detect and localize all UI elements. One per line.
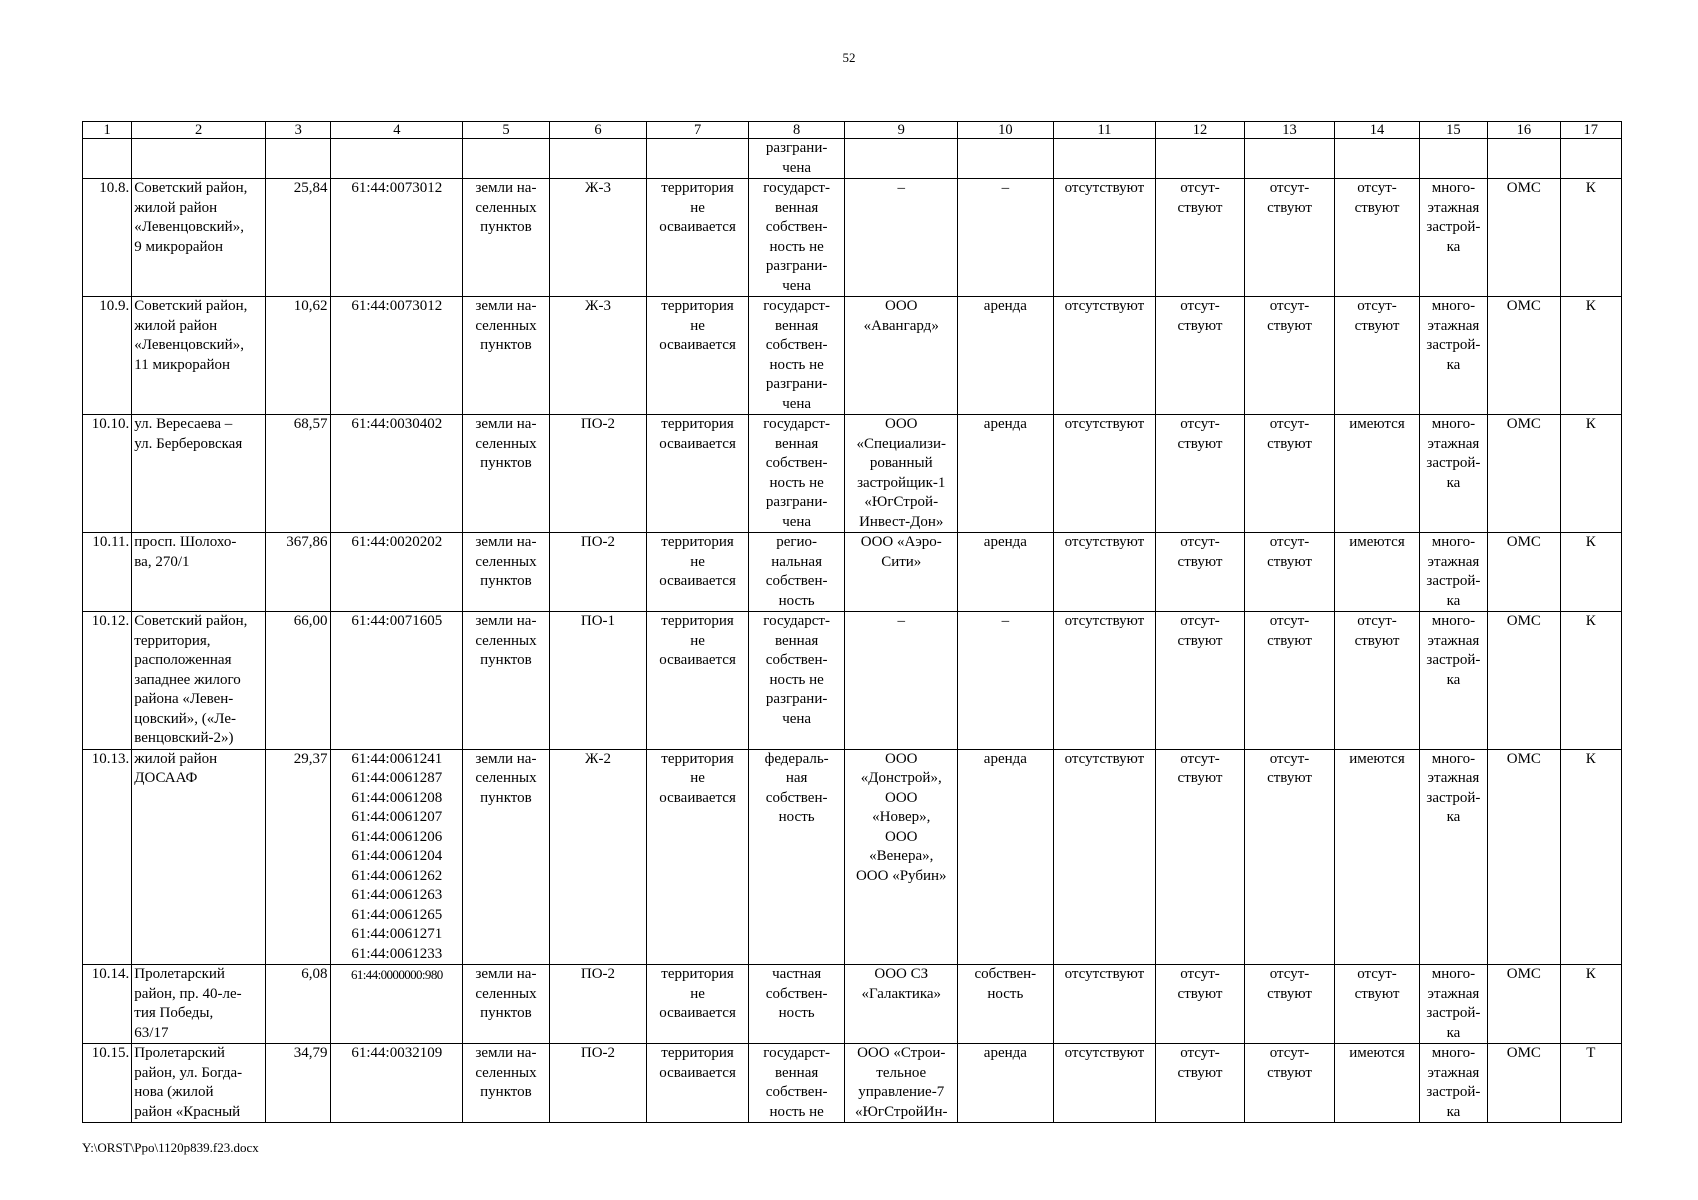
column-number-2: 2 xyxy=(132,122,266,139)
table-cell-col-14: отсут- ствуют xyxy=(1335,179,1419,297)
table-row xyxy=(83,297,1622,415)
table-cell-col-2: Пролетарский район, ул. Богда- нова (жилой район «Красный xyxy=(132,1044,266,1123)
table-cell-col-13: отсут- ствуют xyxy=(1244,533,1335,612)
table-cell-col-5 xyxy=(463,139,550,179)
table-cell-col-6: Ж-2 xyxy=(549,749,647,965)
table-cell-col-6 xyxy=(549,139,647,179)
table-cell-col-8: регио- нальная собствен- ность xyxy=(748,533,845,612)
column-number-8: 8 xyxy=(748,122,845,139)
table-cell-col-2: Советский район, жилой район «Левенцовский», 9 микрорайон xyxy=(132,179,266,297)
table-cell-col-16: ОМС xyxy=(1488,1044,1560,1123)
table-cell-col-12: отсут- ствуют xyxy=(1156,179,1245,297)
table-cell-col-7: территория не осваивается xyxy=(647,749,749,965)
table-cell-col-1: 10.13. xyxy=(83,749,132,965)
table-cell-col-7 xyxy=(647,139,749,179)
table-cell-col-10: аренда xyxy=(958,415,1054,533)
column-number-17: 17 xyxy=(1560,122,1621,139)
table-cell-col-9: ООО «Авангард» xyxy=(845,297,958,415)
table-cell-col-4: 61:44:0071605 xyxy=(331,612,463,750)
table-cell-col-8: разграни- чена xyxy=(748,139,845,179)
column-number-7: 7 xyxy=(647,122,749,139)
table-cell-col-10: – xyxy=(958,179,1054,297)
column-number-4: 4 xyxy=(331,122,463,139)
table-cell-col-6: ПО-2 xyxy=(549,1044,647,1123)
table-cell-col-2 xyxy=(132,139,266,179)
table-cell-col-5: земли на- селенных пунктов xyxy=(463,533,550,612)
table-cell-col-11: отсутствуют xyxy=(1053,297,1156,415)
table-cell-col-13: отсут- ствуют xyxy=(1244,749,1335,965)
table-cell-col-7: территория не осваивается xyxy=(647,297,749,415)
table-cell-col-3: 34,79 xyxy=(266,1044,331,1123)
table-cell-col-16: ОМС xyxy=(1488,612,1560,750)
table-cell-col-15: много- этажная застрой- ка xyxy=(1419,297,1487,415)
table-cell-col-9: ООО «Строи- тельное управление-7 «ЮгСтройИн- xyxy=(845,1044,958,1123)
table-row xyxy=(83,415,1622,533)
table-cell-col-9 xyxy=(845,139,958,179)
table-cell-col-3: 68,57 xyxy=(266,415,331,533)
table-cell-col-9: – xyxy=(845,612,958,750)
table-cell-col-4: 61:44:0073012 xyxy=(331,179,463,297)
column-number-12: 12 xyxy=(1156,122,1245,139)
table-cell-col-8: государст- венная собствен- ность не разграни- чена xyxy=(748,415,845,533)
table-cell-col-3: 29,37 xyxy=(266,749,331,965)
table-cell-col-10: аренда xyxy=(958,533,1054,612)
table-cell-col-17: К xyxy=(1560,749,1621,965)
table-cell-col-5: земли на- селенных пунктов xyxy=(463,179,550,297)
document-file-path: Y:\ORST\Ppo\1120p839.f23.docx xyxy=(82,1140,259,1155)
table-cell-col-1: 10.11. xyxy=(83,533,132,612)
table-cell-col-16: ОМС xyxy=(1488,297,1560,415)
table-cell-col-11: отсутствуют xyxy=(1053,179,1156,297)
table-cell-col-13: отсут- ствуют xyxy=(1244,179,1335,297)
table-cell-col-1: 10.14. xyxy=(83,965,132,1044)
table-cell-col-14: отсут- ствуют xyxy=(1335,612,1419,750)
page-number: 52 xyxy=(842,50,856,65)
land-plots-table-wrapper xyxy=(82,121,1622,1123)
table-cell-col-12 xyxy=(1156,139,1245,179)
table-cell-col-7: территория не осваивается xyxy=(647,533,749,612)
table-row xyxy=(83,179,1622,297)
table-cell-col-10: аренда xyxy=(958,297,1054,415)
table-cell-col-13: отсут- ствуют xyxy=(1244,965,1335,1044)
table-cell-col-7: территория осваивается xyxy=(647,415,749,533)
table-cell-col-1: 10.10. xyxy=(83,415,132,533)
table-cell-col-16 xyxy=(1488,139,1560,179)
table-cell-col-9: ООО «Аэро- Сити» xyxy=(845,533,958,612)
table-cell-col-5: земли на- селенных пунктов xyxy=(463,965,550,1044)
table-cell-col-12: отсут- ствуют xyxy=(1156,297,1245,415)
table-cell-col-3: 10,62 xyxy=(266,297,331,415)
table-row xyxy=(83,965,1622,1044)
table-cell-col-8: государст- венная собствен- ность не разграни- чена xyxy=(748,179,845,297)
table-cell-col-7: территория не осваивается xyxy=(647,965,749,1044)
table-row xyxy=(83,533,1622,612)
table-cell-col-14: имеются xyxy=(1335,1044,1419,1123)
table-cell-col-6: Ж-3 xyxy=(549,297,647,415)
table-cell-col-1: 10.15. xyxy=(83,1044,132,1123)
table-cell-col-2: жилой район ДОСААФ xyxy=(132,749,266,965)
table-cell-col-17: К xyxy=(1560,612,1621,750)
table-cell-col-12: отсут- ствуют xyxy=(1156,749,1245,965)
table-cell-col-17 xyxy=(1560,139,1621,179)
table-body xyxy=(83,122,1622,1123)
column-number-15: 15 xyxy=(1419,122,1487,139)
table-cell-col-14: имеются xyxy=(1335,749,1419,965)
table-cell-col-5: земли на- селенных пунктов xyxy=(463,612,550,750)
table-cell-col-1: 10.12. xyxy=(83,612,132,750)
table-cell-col-15: много- этажная застрой- ка xyxy=(1419,612,1487,750)
column-number-5: 5 xyxy=(463,122,550,139)
table-cell-col-11: отсутствуют xyxy=(1053,612,1156,750)
column-number-9: 9 xyxy=(845,122,958,139)
column-number-1: 1 xyxy=(83,122,132,139)
table-cell-col-5: земли на- селенных пунктов xyxy=(463,415,550,533)
table-cell-col-10 xyxy=(958,139,1054,179)
table-cell-col-8: государст- венная собствен- ность не разграни- чена xyxy=(748,297,845,415)
table-cell-col-15: много- этажная застрой- ка xyxy=(1419,965,1487,1044)
table-row xyxy=(83,749,1622,965)
table-cell-col-17: Т xyxy=(1560,1044,1621,1123)
table-cell-col-4: 61:44:0073012 xyxy=(331,297,463,415)
table-cell-col-13: отсут- ствуют xyxy=(1244,297,1335,415)
table-cell-col-13: отсут- ствуют xyxy=(1244,1044,1335,1123)
table-cell-col-11 xyxy=(1053,139,1156,179)
table-cell-col-17: К xyxy=(1560,533,1621,612)
table-cell-col-16: ОМС xyxy=(1488,415,1560,533)
table-cell-col-13 xyxy=(1244,139,1335,179)
table-cell-col-3: 66,00 xyxy=(266,612,331,750)
table-cell-col-15: много- этажная застрой- ка xyxy=(1419,1044,1487,1123)
table-cell-col-6: ПО-2 xyxy=(549,415,647,533)
table-cell-col-15: много- этажная застрой- ка xyxy=(1419,415,1487,533)
table-cell-col-4: 61:44:0032109 xyxy=(331,1044,463,1123)
table-cell-col-15: много- этажная застрой- ка xyxy=(1419,179,1487,297)
table-cell-col-2: Советский район, жилой район «Левенцовский», 11 микрорайон xyxy=(132,297,266,415)
column-number-3: 3 xyxy=(266,122,331,139)
table-cell-col-5: земли на- селенных пунктов xyxy=(463,297,550,415)
table-cell-col-3 xyxy=(266,139,331,179)
table-cell-col-14: имеются xyxy=(1335,415,1419,533)
table-cell-col-11: отсутствуют xyxy=(1053,965,1156,1044)
table-cell-col-5: земли на- селенных пунктов xyxy=(463,1044,550,1123)
table-cell-col-3: 6,08 xyxy=(266,965,331,1044)
table-cell-col-6: ПО-2 xyxy=(549,965,647,1044)
column-number-14: 14 xyxy=(1335,122,1419,139)
table-cell-col-16: ОМС xyxy=(1488,965,1560,1044)
table-row xyxy=(83,1044,1622,1123)
table-cell-col-14: имеются xyxy=(1335,533,1419,612)
table-cell-col-4: 61:44:0020202 xyxy=(331,533,463,612)
table-cell-col-11: отсутствуют xyxy=(1053,1044,1156,1123)
table-cell-col-16: ОМС xyxy=(1488,533,1560,612)
table-cell-col-12: отсут- ствуют xyxy=(1156,612,1245,750)
table-cell-col-14 xyxy=(1335,139,1419,179)
table-cell-col-2: Пролетарский район, пр. 40-ле- тия Победы, 63/17 xyxy=(132,965,266,1044)
table-cell-col-4: 61:44:0000000:980 xyxy=(331,965,463,1044)
table-cell-col-1 xyxy=(83,139,132,179)
table-cell-col-6: ПО-1 xyxy=(549,612,647,750)
table-cell-col-8: государст- венная собствен- ность не разграни- чена xyxy=(748,612,845,750)
table-cell-col-17: К xyxy=(1560,297,1621,415)
table-cell-col-10: аренда xyxy=(958,1044,1054,1123)
table-cell-col-8: частная собствен- ность xyxy=(748,965,845,1044)
table-cell-col-10: – xyxy=(958,612,1054,750)
table-cell-col-7: территория осваивается xyxy=(647,1044,749,1123)
table-cell-col-9: ООО «Специализи- рованный застройщик-1 «ЮгСтрой- Инвест-Дон» xyxy=(845,415,958,533)
table-cell-col-12: отсут- ствуют xyxy=(1156,533,1245,612)
table-cell-col-2: ул. Вересаева – ул. Берберовская xyxy=(132,415,266,533)
table-cell-col-11: отсутствуют xyxy=(1053,415,1156,533)
column-number-6: 6 xyxy=(549,122,647,139)
table-cell-col-2: Советский район, территория, расположенная западнее жилого района «Левен- цовский», («Ле- венцовский-2») xyxy=(132,612,266,750)
table-cell-col-17: К xyxy=(1560,415,1621,533)
table-cell-col-2: просп. Шолохо- ва, 270/1 xyxy=(132,533,266,612)
table-cell-col-12: отсут- ствуют xyxy=(1156,965,1245,1044)
table-cell-col-9: ООО СЗ «Галактика» xyxy=(845,965,958,1044)
table-cell-col-12: отсут- ствуют xyxy=(1156,1044,1245,1123)
table-cell-col-1: 10.8. xyxy=(83,179,132,297)
table-cell-col-4 xyxy=(331,139,463,179)
table-row xyxy=(83,139,1622,179)
table-row xyxy=(83,612,1622,750)
table-cell-col-4: 61:44:0061241 61:44:0061287 61:44:0061208 61:44:0061207 61:44:0061206 61:44:0061204 61:44:0061262 61:44:0061263 61:44:0061265 61:44:0061271 61:44:0061233 xyxy=(331,749,463,965)
table-cell-col-10: аренда xyxy=(958,749,1054,965)
table-cell-col-11: отсутствуют xyxy=(1053,749,1156,965)
table-cell-col-4: 61:44:0030402 xyxy=(331,415,463,533)
table-cell-col-13: отсут- ствуют xyxy=(1244,415,1335,533)
table-cell-col-16: ОМС xyxy=(1488,179,1560,297)
table-cell-col-9: ООО «Донстрой», ООО «Новер», ООО «Венера», ООО «Рубин» xyxy=(845,749,958,965)
table-cell-col-16: ОМС xyxy=(1488,749,1560,965)
table-cell-col-7: территория не осваивается xyxy=(647,612,749,750)
table-cell-col-11: отсутствуют xyxy=(1053,533,1156,612)
table-cell-col-15: много- этажная застрой- ка xyxy=(1419,749,1487,965)
table-cell-col-14: отсут- ствуют xyxy=(1335,965,1419,1044)
table-cell-col-15 xyxy=(1419,139,1487,179)
column-number-10: 10 xyxy=(958,122,1054,139)
table-cell-col-6: ПО-2 xyxy=(549,533,647,612)
table-cell-col-15: много- этажная застрой- ка xyxy=(1419,533,1487,612)
table-cell-col-9: – xyxy=(845,179,958,297)
table-cell-col-8: федераль- ная собствен- ность xyxy=(748,749,845,965)
table-cell-col-6: Ж-3 xyxy=(549,179,647,297)
table-cell-col-17: К xyxy=(1560,179,1621,297)
table-cell-col-8: государст- венная собствен- ность не xyxy=(748,1044,845,1123)
table-cell-col-7: территория не осваивается xyxy=(647,179,749,297)
table-cell-col-3: 25,84 xyxy=(266,179,331,297)
table-cell-col-3: 367,86 xyxy=(266,533,331,612)
table-cell-col-14: отсут- ствуют xyxy=(1335,297,1419,415)
land-plots-table xyxy=(82,121,1622,1123)
table-cell-col-13: отсут- ствуют xyxy=(1244,612,1335,750)
table-cell-col-1: 10.9. xyxy=(83,297,132,415)
table-cell-col-17: К xyxy=(1560,965,1621,1044)
table-cell-col-5: земли на- селенных пунктов xyxy=(463,749,550,965)
column-number-11: 11 xyxy=(1053,122,1156,139)
column-number-16: 16 xyxy=(1488,122,1560,139)
column-number-13: 13 xyxy=(1244,122,1335,139)
table-cell-col-12: отсут- ствуют xyxy=(1156,415,1245,533)
table-header-row xyxy=(83,122,1622,139)
table-cell-col-10: собствен- ность xyxy=(958,965,1054,1044)
